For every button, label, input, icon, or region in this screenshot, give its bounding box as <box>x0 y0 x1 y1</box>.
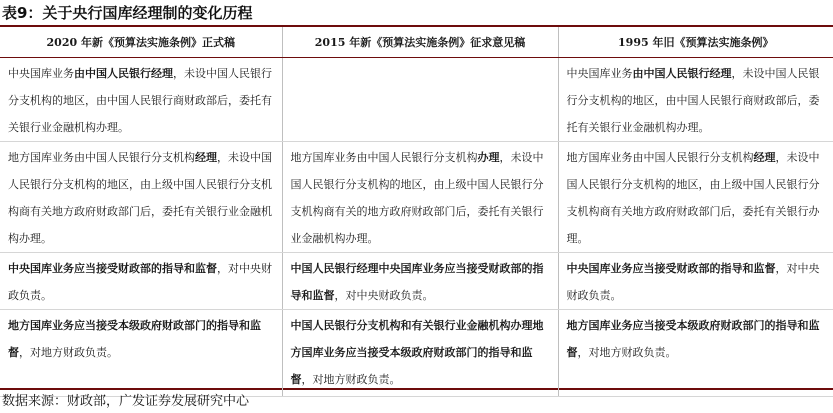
table-title: 表9：关于央行国库经理制的变化历程 <box>2 4 253 22</box>
bold-text-segment: 地方国库业务应当接受本级政府财政部门的指导和监督 <box>8 318 261 359</box>
bold-text-segment: 办理 <box>477 150 500 164</box>
table-cell-2015 <box>282 309 558 396</box>
table-frame <box>0 25 833 390</box>
table-cell-1995 <box>558 141 833 252</box>
bold-text-segment: 由中国人民银行经理 <box>632 66 732 80</box>
table-cell-2020 <box>0 141 282 252</box>
comparison-table <box>0 27 833 397</box>
column-header-2020: 2020 年新《预算法实施条例》正式稿 <box>0 27 282 57</box>
text-segment: ，对中央财政负责。 <box>8 261 272 302</box>
bold-text-segment: 经理 <box>753 150 776 164</box>
header-row <box>0 27 833 57</box>
table-cell-2015 <box>282 252 558 309</box>
text-segment: ，未设中国人民银行分支机构的地区，由中国人民银行商财政部后，委托有关银行业金融机构办理。 <box>566 66 820 134</box>
text-segment: ，对地方财政负责。 <box>577 345 677 359</box>
bold-text-segment: 地方国库业务应当接受本级政府财政部门的指导和监督 <box>566 318 820 359</box>
table-cell-1995 <box>558 252 833 309</box>
table-cell-2015 <box>282 57 558 141</box>
text-segment: ，对中央财政负责。 <box>334 288 434 302</box>
text-segment: ，未设中国人民银行分支机构的地区，由上级中国人民银行分支机构商有关的地方政府财政部门后，委托有关银行业金融机构办理。 <box>290 150 544 245</box>
column-header-2015: 2015 年新《预算法实施条例》征求意见稿 <box>282 27 558 57</box>
table-cell-2020 <box>0 252 282 309</box>
bold-text-segment: 中国人民银行经理中央国库业务应当接受财政部的指导和监督 <box>290 261 544 302</box>
bold-text-segment: 中央国库业务应当接受财政部的指导和监督 <box>566 261 776 275</box>
table-cell-2020 <box>0 57 282 141</box>
source-note: 数据来源：财政部，广发证券发展研究中心 <box>2 394 250 409</box>
text-segment: 中央国库业务 <box>8 66 74 80</box>
bold-text-segment: 由中国人民银行经理 <box>74 66 173 80</box>
column-header-1995: 1995 年旧《预算法实施条例》 <box>558 27 833 57</box>
text-segment: ，未设中国人民银行分支机构的地区，由上级中国人民银行分支机构商有关地方政府财政部门后，委托有关银行办理。 <box>566 150 820 245</box>
table-row <box>0 57 833 141</box>
bold-text-segment: 中央国库业务应当接受财政部的指导和监督 <box>8 261 217 275</box>
table-row <box>0 141 833 252</box>
text-segment: ，未设中国人民银行分支机构的地区，由中国人民银行商财政部后，委托有关银行业金融机构办理。 <box>8 66 272 134</box>
text-segment: 地方国库业务由中国人民银行分支机构 <box>290 150 478 164</box>
text-segment: ，对中央财政负责。 <box>566 261 820 302</box>
table-row <box>0 309 833 396</box>
text-segment: 中央国库业务 <box>566 66 633 80</box>
bold-text-segment: 中国人民银行分支机构和有关银行业金融机构办理地方国库业务应当接受本级政府财政部门的指导和监督 <box>290 318 544 386</box>
text-segment: 地方国库业务由中国人民银行分支机构 <box>566 150 754 164</box>
text-segment: ，对地方财政负责。 <box>19 345 118 359</box>
table-cell-1995 <box>558 57 833 141</box>
text-segment: ，对地方财政负责。 <box>301 372 401 386</box>
table-cell-1995 <box>558 309 833 396</box>
text-segment: ，未设中国人民银行分支机构的地区，由上级中国人民银行分支机构商有关地方政府财政部门后，委托有关银行业金融机构办理。 <box>8 150 272 245</box>
bold-text-segment: 经理 <box>195 150 217 164</box>
text-segment: 地方国库业务由中国人民银行分支机构 <box>8 150 195 164</box>
table-cell-2015 <box>282 141 558 252</box>
table-row <box>0 252 833 309</box>
table-cell-2020 <box>0 309 282 396</box>
